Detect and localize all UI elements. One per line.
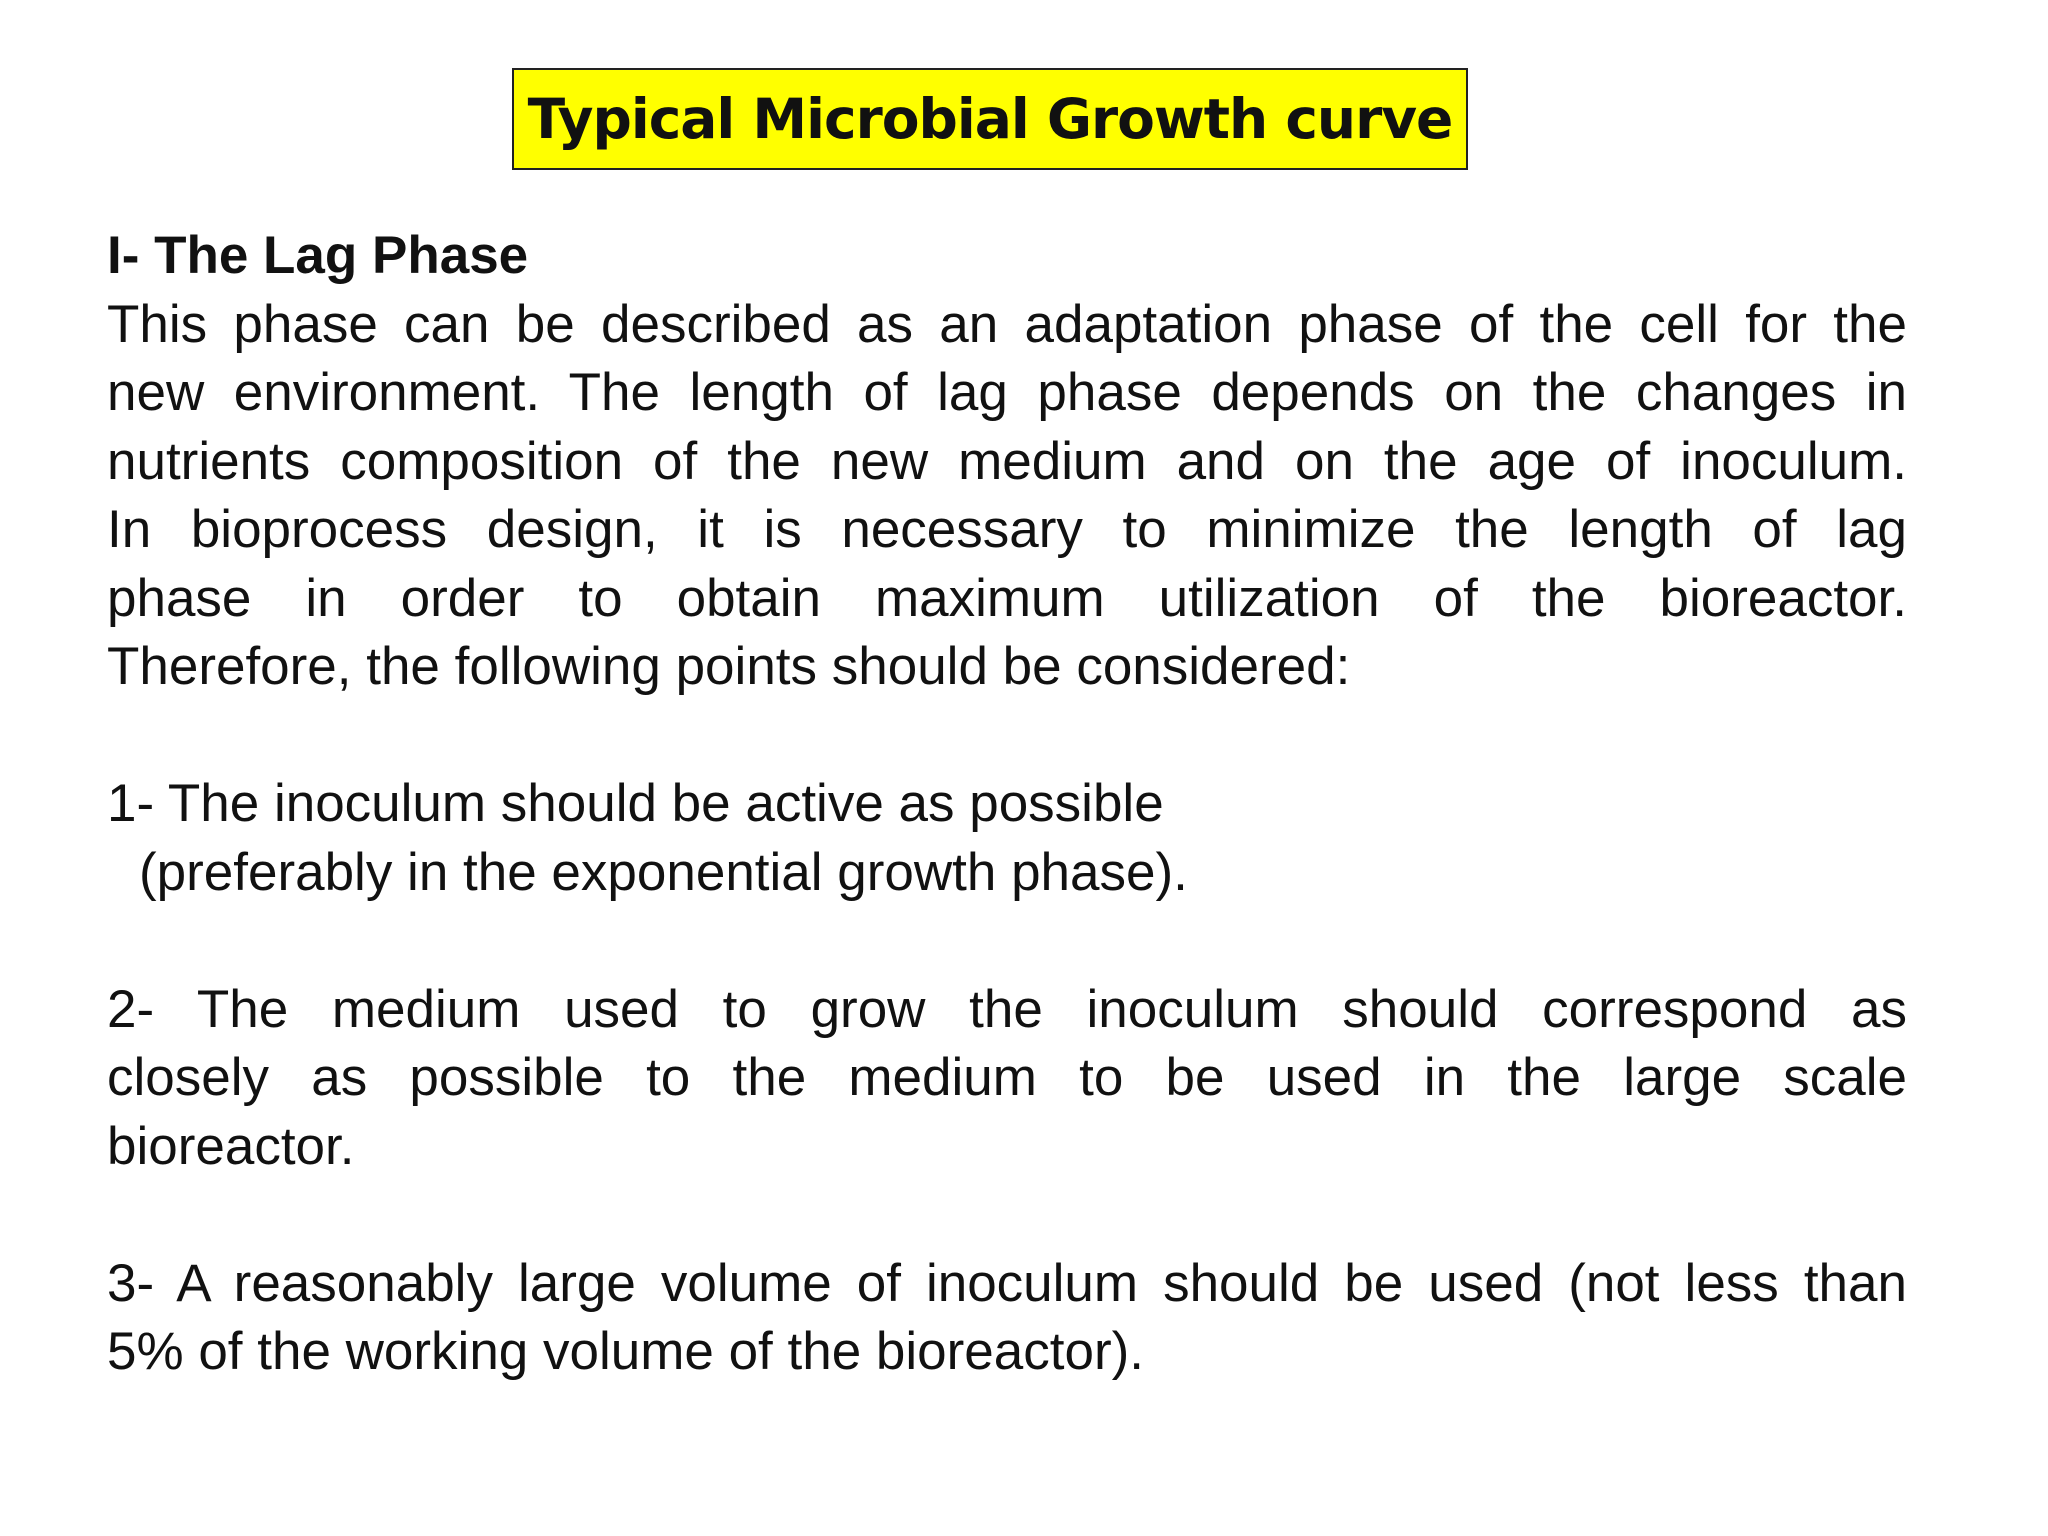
point-line: 5% of the working volume of the bioreactor).	[107, 1322, 1144, 1381]
spacer	[107, 907, 1907, 976]
slide-title: Typical Microbial Growth curve	[527, 87, 1453, 151]
intro-line: new environment. The length of lag phase depends on the changes in	[107, 363, 1907, 422]
intro-line: This phase can be described as an adaptation phase of the cell for the	[107, 294, 1907, 354]
point-line: 3- A reasonably large volume of inoculum should be used (not less than	[107, 1253, 1907, 1313]
intro-line: nutrients composition of the new medium and on the age of inoculum.	[107, 431, 1907, 491]
point-2	[107, 976, 1907, 1182]
slide-content	[107, 222, 1907, 1387]
point-line: bioreactor.	[107, 1116, 355, 1176]
point-line: 1- The inoculum should be active as possible	[107, 774, 1164, 833]
spacer	[107, 1181, 1907, 1250]
intro-line: phase in order to obtain maximum utilization of the bioreactor.	[107, 568, 1907, 628]
point-line: 2- The medium used to grow the inoculum should correspond as	[107, 979, 1907, 1039]
spacer	[107, 702, 1907, 771]
intro-paragraph	[107, 291, 1907, 702]
point-3	[107, 1250, 1907, 1387]
point-line: closely as possible to the medium to be used in the large scale	[107, 1048, 1907, 1107]
point-line: (preferably in the exponential growth phase).	[139, 842, 1188, 902]
section-heading: I- The Lag Phase	[107, 226, 529, 285]
intro-line: Therefore, the following points should be considered:	[107, 637, 1351, 696]
title-box	[512, 68, 1468, 170]
point-1	[107, 770, 1907, 907]
intro-line: In bioprocess design, it is necessary to minimize the length of lag	[107, 500, 1907, 559]
